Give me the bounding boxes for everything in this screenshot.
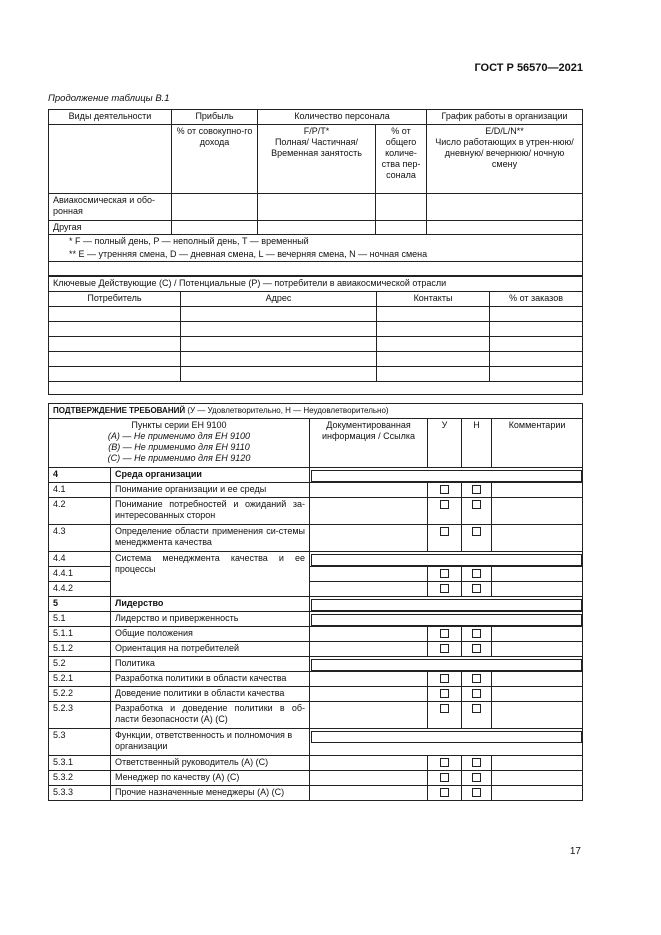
requirements-legend: (У — Удовлетворительно, Н — Неудовлетворительно) [187,406,389,415]
item-title: Общие положения [111,627,310,642]
item-number: 4 [49,468,111,483]
item-number: 5.3.3 [49,786,111,801]
checkbox-n[interactable] [472,629,481,638]
checkbox-n[interactable] [472,674,481,683]
item-title: Понимание потребностей и ожиданий за-интересованных сторон [111,498,310,525]
item-number: 4.2 [49,498,111,525]
item-number: 4.4.1 [49,567,111,582]
checkbox-n[interactable] [472,485,481,494]
checkbox-n[interactable] [472,527,481,536]
item-number: 4.3 [49,525,111,552]
item-title: Лидерство [111,597,310,612]
sub-edln: E/D/L/N** Число работающих в утрен-нюю/ дневную/ вечернюю/ ночную смену [427,125,583,194]
sub-fpt: F/P/T* Полная/ Частичная/ Временная занятость [258,125,376,194]
item-number: 4.4 [49,552,111,567]
col-profit: Прибыль [172,110,258,125]
checkbox-n[interactable] [472,758,481,767]
item-number: 5.2.3 [49,702,111,729]
item-title: Ориентация на потребителей [111,642,310,657]
points-title: Пункты серии ЕН 9100 [131,420,227,430]
checkbox-u[interactable] [440,758,449,767]
item-title: Прочие назначенные менеджеры (A) (C) [111,786,310,801]
page-number: 17 [569,846,581,857]
checkbox-n[interactable] [472,569,481,578]
checkbox-n[interactable] [472,584,481,593]
sub-profit: % от совокупно-го дохода [172,125,258,194]
checkbox-u[interactable] [440,485,449,494]
note-2: ** E — утренняя смена, D — дневная смена, L — вечерняя смена, N — ночная смена [49,248,583,262]
item-number: 4.1 [49,483,111,498]
checkbox-u[interactable] [440,527,449,536]
col-contacts: Контакты [377,292,490,307]
checkbox-u[interactable] [440,584,449,593]
table-row [49,367,583,382]
checkbox-n[interactable] [472,704,481,713]
requirements-table [48,403,583,801]
points-c: (C) — Не применимо для ЕН 9120 [107,453,251,463]
item-title: Доведение политики в области качества [111,687,310,702]
sub-pct: % от общего количе-ства пер-сонала [376,125,427,194]
item-title: Разработка и доведение политики в об-ласти безопасности (A) (C) [111,702,310,729]
activity-row-label: Авиакосмическая и обо-ронная [49,194,172,221]
customers-table [48,276,583,395]
requirements-heading: ПОДТВЕРЖДЕНИЕ ТРЕБОВАНИЙ [53,406,186,415]
item-number: 5.3.2 [49,771,111,786]
col-comments: Комментарии [492,419,583,468]
checkbox-u[interactable] [440,674,449,683]
checkbox-u[interactable] [440,689,449,698]
activity-table [48,109,583,276]
checkbox-u[interactable] [440,500,449,509]
table-row [49,352,583,367]
item-number: 5.1.2 [49,642,111,657]
item-number: 5.3.1 [49,756,111,771]
activity-row-label: Другая [49,221,172,235]
table-row [49,307,583,322]
table-row [49,337,583,352]
col-staff: Количество персонала [258,110,427,125]
standard-number: ГОСТ Р 56570—2021 [474,62,583,74]
item-title: Среда организации [111,468,310,483]
item-title: Определение области применения си-стемы менеджмента качества [111,525,310,552]
item-number: 5.2.1 [49,672,111,687]
col-activity: Виды деятельности [49,110,172,125]
item-number: 4.4.2 [49,582,111,597]
col-doc: Документированная информация / Ссылка [310,419,428,468]
col-address: Адрес [181,292,377,307]
item-number: 5.2.2 [49,687,111,702]
checkbox-u[interactable] [440,704,449,713]
table-continuation: Продолжение таблицы В.1 [48,93,170,104]
checkbox-u[interactable] [440,569,449,578]
col-n: Н [462,419,492,468]
points-a: (A) — Не применимо для ЕН 9100 [107,431,251,441]
col-customer: Потребитель [49,292,181,307]
col-u: У [428,419,462,468]
checkbox-u[interactable] [440,629,449,638]
item-number: 5.2 [49,657,111,672]
points-b: (B) — Не применимо для ЕН 9110 [108,442,250,452]
item-title: Функции, ответственность и полномочия в организации [111,729,310,756]
col-points [49,419,310,468]
checkbox-n[interactable] [472,773,481,782]
checkbox-u[interactable] [440,773,449,782]
checkbox-n[interactable] [472,788,481,797]
col-orders: % от заказов [490,292,583,307]
checkbox-u[interactable] [440,788,449,797]
item-title: Понимание организации и ее среды [111,483,310,498]
checkbox-n[interactable] [472,500,481,509]
col-schedule: График работы в организации [427,110,583,125]
item-number: 5.1 [49,612,111,627]
checkbox-n[interactable] [472,644,481,653]
item-number: 5 [49,597,111,612]
item-title: Менеджер по качеству (A) (C) [111,771,310,786]
item-number: 5.3 [49,729,111,756]
item-title: Политика [111,657,310,672]
note-1: * F — полный день, P — неполный день, T — временный [49,235,583,249]
customers-title: Ключевые Действующие (C) / Потенциальные (P) — потребители в авиакосмической отрасли [49,277,583,292]
item-title: Система менеджмента качества и ее процессы [111,552,310,597]
item-title: Разработка политики в области качества [111,672,310,687]
checkbox-n[interactable] [472,689,481,698]
table-row [49,322,583,337]
item-title: Лидерство и приверженность [111,612,310,627]
item-title: Ответственный руководитель (A) (C) [111,756,310,771]
checkbox-u[interactable] [440,644,449,653]
item-number: 5.1.1 [49,627,111,642]
